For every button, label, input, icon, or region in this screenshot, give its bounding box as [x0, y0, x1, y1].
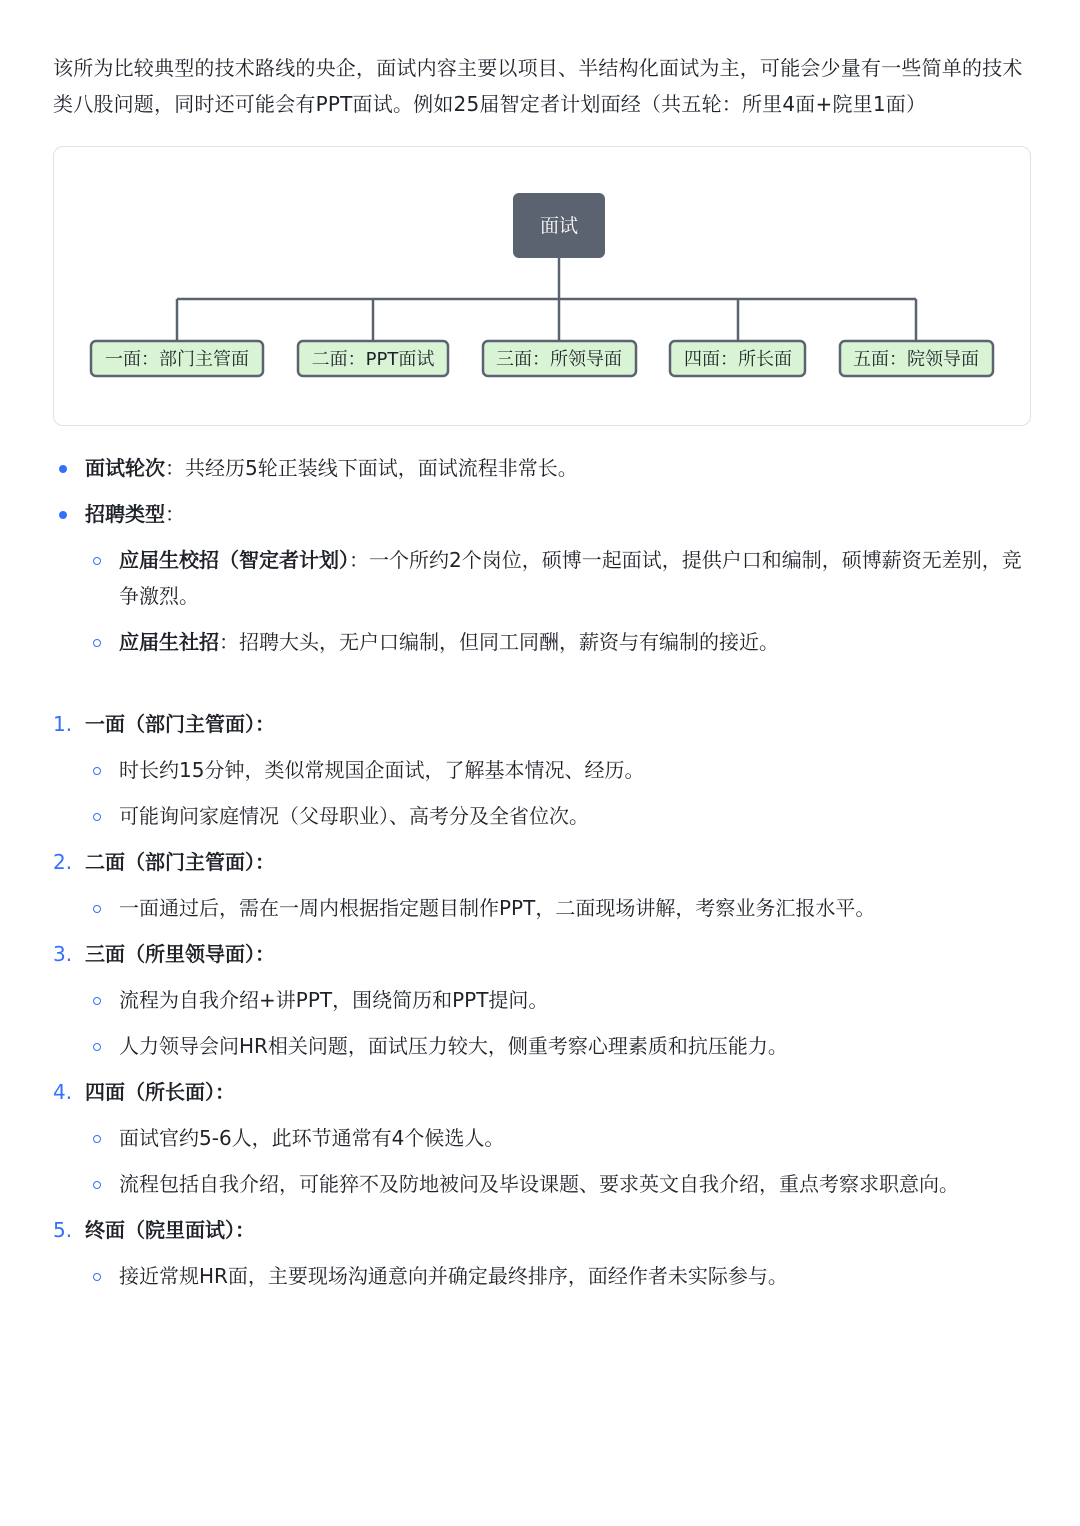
tree-svg — [54, 147, 1030, 425]
bullet-rounds-label: 面试轮次 — [85, 456, 165, 480]
article — [53, 50, 1033, 1294]
step-number: 4. — [53, 1080, 73, 1104]
step-3-title-row — [53, 936, 1033, 972]
bullet-dot-icon — [59, 511, 67, 519]
step-item-text: 人力领导会问HR相关问题，面试压力较大，侧重考察心理素质和抗压能力。 — [119, 1034, 788, 1058]
bullet-ring-icon — [93, 557, 101, 565]
step-4-title-row — [53, 1074, 1033, 1110]
step-number: 5. — [53, 1218, 73, 1242]
step-number: 2. — [53, 850, 73, 874]
sub-bullet-campus-text: ：一个所约2个岗位，硕博一起面试，提供户口和编制，硕博薪资无差别，竞争激烈。 — [119, 548, 1022, 608]
bullet-dot-icon — [59, 465, 67, 473]
bullet-ring-icon — [93, 639, 101, 647]
sub-bullet-social-text: ：招聘大头，无户口编制，但同工同酬，薪资与有编制的接近。 — [219, 630, 779, 654]
child-node-1-label: 一面：部门主管面 — [105, 349, 249, 370]
bullet-ring-icon — [93, 1043, 101, 1051]
step-4-item-2 — [53, 1166, 1033, 1202]
step-4-title: 四面（所长面）： — [85, 1080, 235, 1104]
bullet-ring-icon — [93, 997, 101, 1005]
child-node-4-label: 四面：所长面 — [684, 349, 792, 370]
child-node-2-label: 二面：PPT面试 — [311, 349, 435, 370]
child-node-5-label: 五面：院领导面 — [853, 349, 979, 370]
sub-bullet-campus-label: 应届生校招（智定者计划） — [119, 548, 349, 572]
step-item-text: 流程为自我介绍+讲PPT，围绕简历和PPT提问。 — [119, 988, 549, 1012]
sub-bullet-social — [53, 624, 1033, 660]
step-4-item-1 — [53, 1120, 1033, 1156]
step-item-text: 接近常规HR面，主要现场沟通意向并确定最终排序，面经作者未实际参与。 — [119, 1264, 788, 1288]
bullet-list — [53, 450, 1033, 660]
step-5-title: 终面（院里面试）： — [85, 1218, 255, 1242]
bullet-rounds-text: ：共经历5轮正装线下面试，面试流程非常长。 — [165, 456, 578, 480]
step-1-item-1 — [53, 752, 1033, 788]
intro-paragraph: 该所为比较典型的技术路线的央企，面试内容主要以项目、半结构化面试为主，可能会少量有一些简单的技术类八股问题，同时还可能会有PPT面试。例如25届智定者计划面经（共五轮：所里4面+院里1面） — [53, 56, 1023, 116]
step-1-title-row — [53, 706, 1033, 742]
step-5-item-1 — [53, 1258, 1033, 1294]
interview-steps-list — [53, 706, 1033, 1294]
bullet-rounds — [53, 450, 1033, 486]
step-2-item-1 — [53, 890, 1033, 926]
sub-bullet-social-label: 应届生社招 — [119, 630, 219, 654]
step-1-item-2 — [53, 798, 1033, 834]
bullet-ring-icon — [93, 813, 101, 821]
step-3-item-2 — [53, 1028, 1033, 1064]
child-node-3-label: 三面：所领导面 — [496, 349, 622, 370]
sub-bullet-campus — [53, 542, 1033, 614]
bullet-recruit — [53, 496, 1033, 532]
step-item-text: 时长约15分钟，类似常规国企面试，了解基本情况、经历。 — [119, 758, 645, 782]
step-number: 1. — [53, 712, 73, 736]
bullet-recruit-text: ： — [165, 502, 185, 526]
step-item-text: 可能询问家庭情况（父母职业）、高考分及全省位次。 — [119, 804, 589, 828]
bullet-recruit-label: 招聘类型 — [85, 502, 165, 526]
step-item-text: 一面通过后，需在一周内根据指定题目制作PPT，二面现场讲解，考察业务汇报水平。 — [119, 896, 876, 920]
step-item-text: 流程包括自我介绍，可能猝不及防地被问及毕设课题、要求英文自我介绍，重点考察求职意向。 — [119, 1172, 959, 1196]
step-3-title: 三面（所里领导面）： — [85, 942, 275, 966]
step-number: 3. — [53, 942, 73, 966]
step-3-item-1 — [53, 982, 1033, 1018]
root-node-label: 面试 — [539, 215, 579, 237]
step-2-title: 二面（部门主管面）： — [85, 850, 275, 874]
bullet-ring-icon — [93, 905, 101, 913]
bullet-ring-icon — [93, 1181, 101, 1189]
bullet-ring-icon — [93, 1135, 101, 1143]
bullet-ring-icon — [93, 1273, 101, 1281]
interview-tree-diagram — [53, 146, 1031, 426]
bullet-ring-icon — [93, 767, 101, 775]
step-2-title-row — [53, 844, 1033, 880]
step-1-title: 一面（部门主管面）： — [85, 712, 275, 736]
step-5-title-row — [53, 1212, 1033, 1248]
step-item-text: 面试官约5-6人，此环节通常有4个候选人。 — [119, 1126, 505, 1150]
